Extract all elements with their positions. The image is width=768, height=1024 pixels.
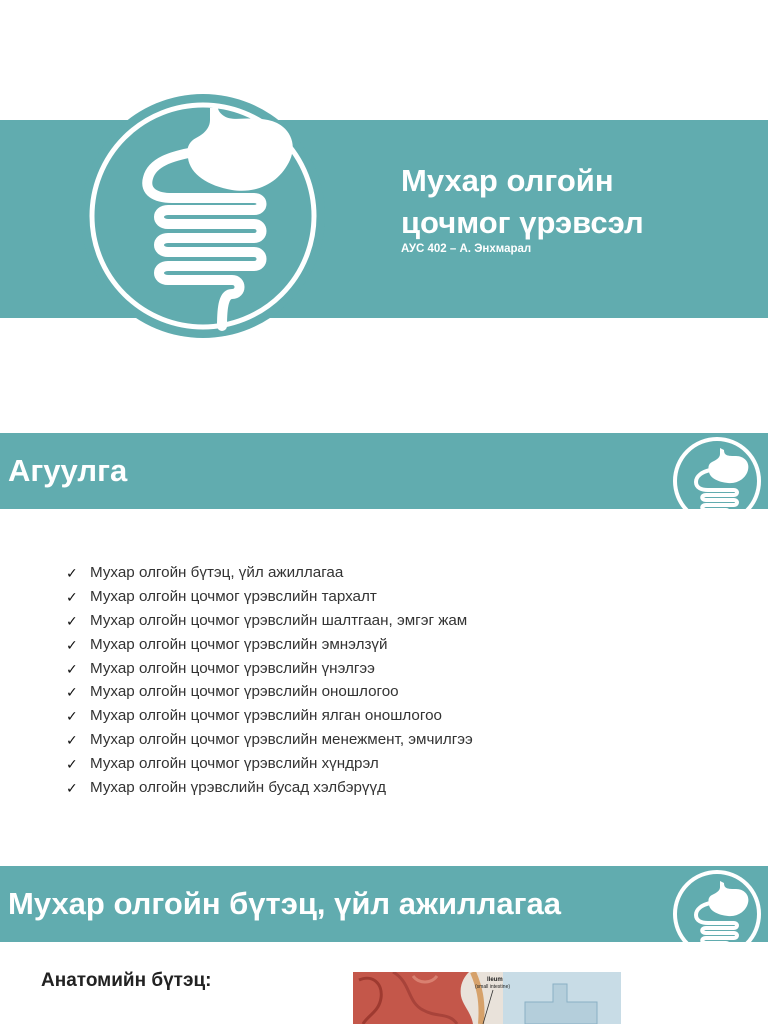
list-item-label: Мухар олгойн цочмог үрэвслийн оношлогоо	[90, 683, 399, 701]
list-item-label: Мухар олгойн цочмог үрэвслийн хүндрэл	[90, 755, 379, 773]
list-item-label: Мухар олгойн үрэвслийн бусад хэлбэрүүд	[90, 778, 386, 796]
list-item	[66, 704, 473, 728]
stomach-emblem-small	[672, 436, 762, 526]
list-item-label: Мухар олгойн бүтэц, үйл ажиллагаа	[90, 563, 344, 581]
list-item	[66, 752, 473, 776]
anatomy-subheading: Анатомийн бүтэц:	[41, 970, 212, 991]
anatomy-heading: Мухар олгойн бүтэц, үйл ажиллагаа	[8, 886, 562, 921]
list-item-label: Мухар олгойн цочмог үрэвслийн тархалт	[90, 587, 377, 605]
stomach-emblem-small	[672, 869, 762, 959]
intestine-anatomy-image	[353, 972, 621, 1024]
check-icon: ✓	[66, 564, 78, 581]
list-item-label: Мухар олгойн цочмог үрэвслийн эмнэлзүй	[90, 635, 388, 653]
check-icon: ✓	[66, 684, 78, 701]
check-icon: ✓	[66, 732, 78, 749]
check-icon: ✓	[66, 612, 78, 629]
check-icon: ✓	[66, 756, 78, 773]
presentation-title	[401, 160, 761, 244]
toc-heading: Агуулга	[8, 453, 128, 488]
title-line-2: цочмог үрэвсэл	[401, 205, 644, 240]
stomach-intestine-emblem	[76, 94, 330, 338]
presentation-subtitle: АУС 402 – А. Энхмарал	[401, 243, 532, 255]
list-item-label: Мухар олгойн цочмог үрэвслийн ялган оношлогоо	[90, 707, 442, 725]
list-item	[66, 633, 473, 657]
list-item	[66, 680, 473, 704]
list-item-label: Мухар олгойн цочмог үрэвслийн менежмент, эмчилгээ	[90, 731, 473, 749]
image-label-ileum: Ileum	[487, 977, 503, 983]
image-label-small-intestine: (small intestine)	[475, 984, 511, 990]
list-item-label: Мухар олгойн цочмог үрэвслийн шалтгаан, эмгэг жам	[90, 611, 468, 629]
check-icon: ✓	[66, 708, 78, 725]
list-item	[66, 609, 473, 633]
list-item-label: Мухар олгойн цочмог үрэвслийн үнэлгээ	[90, 659, 375, 677]
list-item	[66, 585, 473, 609]
list-item	[66, 561, 473, 585]
check-icon: ✓	[66, 588, 78, 605]
list-item	[66, 776, 473, 800]
check-icon: ✓	[66, 660, 78, 677]
check-icon: ✓	[66, 636, 78, 653]
list-item	[66, 728, 473, 752]
check-icon: ✓	[66, 779, 78, 796]
title-line-1: Мухар олгойн	[401, 163, 614, 198]
list-item	[66, 657, 473, 681]
toc-list	[66, 561, 473, 800]
